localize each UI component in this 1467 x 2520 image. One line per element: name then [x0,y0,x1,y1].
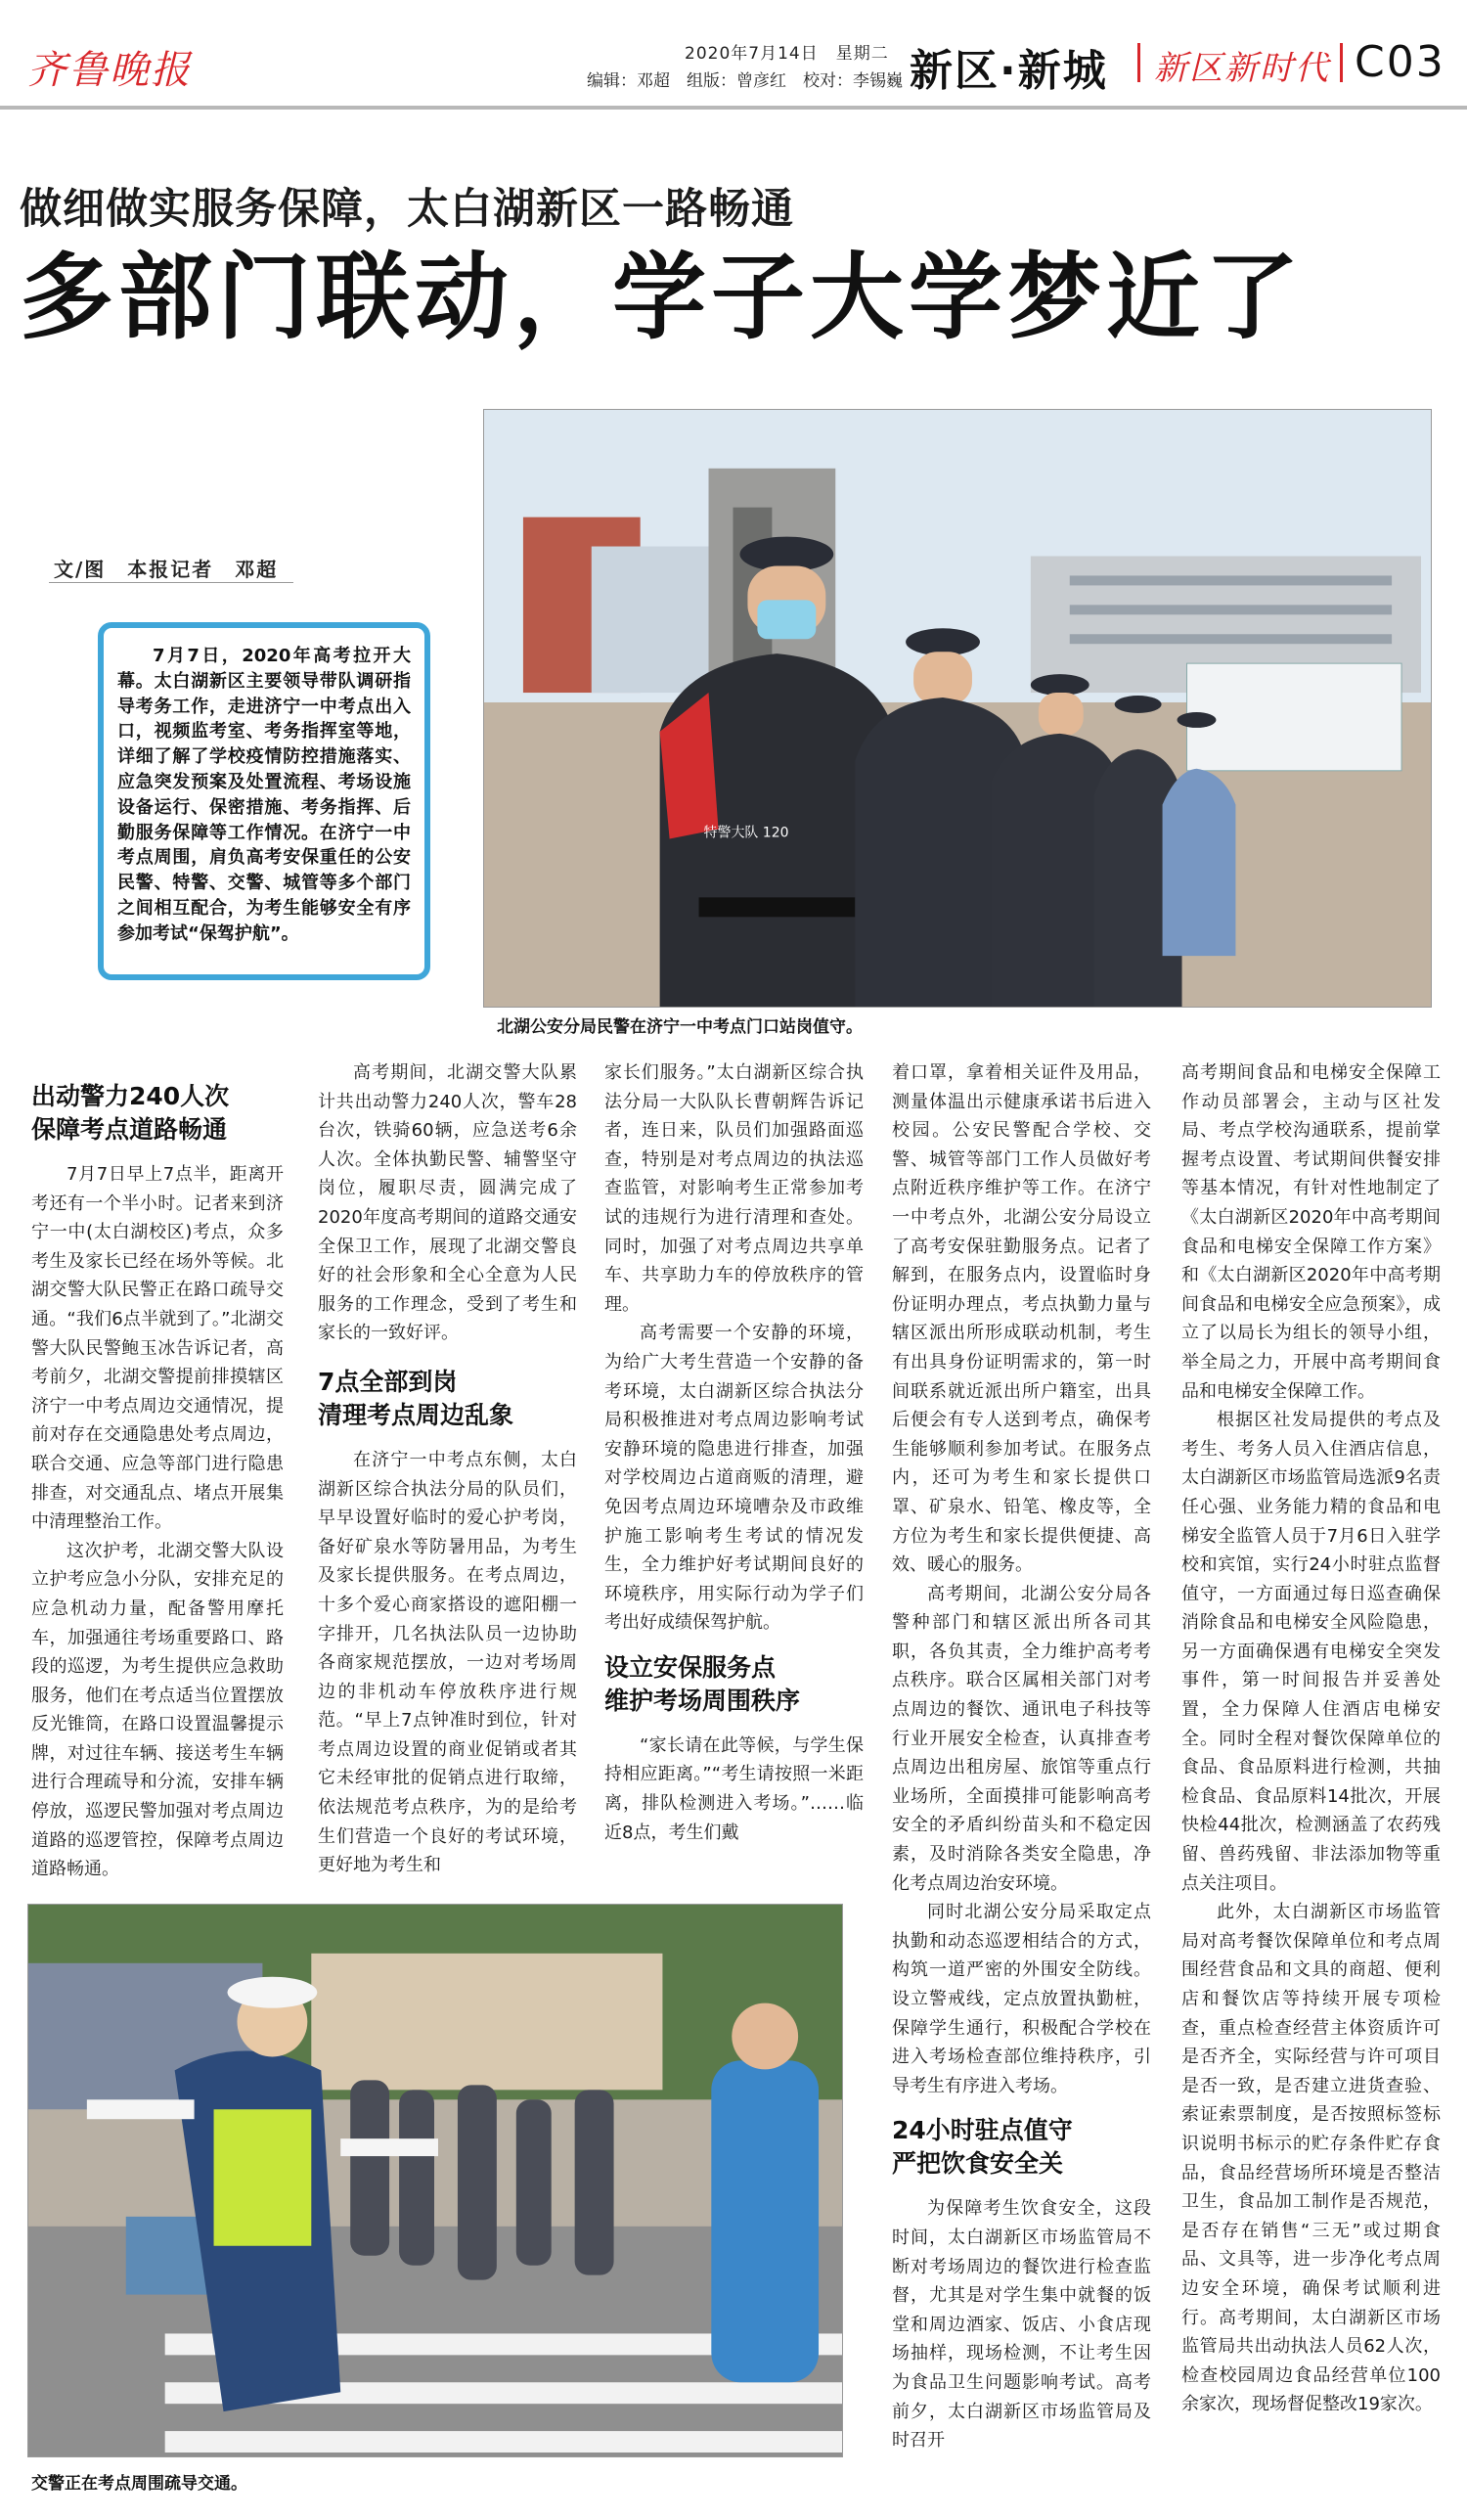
col2-heading: 7点全部到岗 清理考点周边乱象 [318,1367,514,1429]
intro-text: 7月7日，2020年高考拉开大幕。太白湖新区主要领导带队调研指导考务工作，走进济宁一中考点出入口，视频监考室、考务指挥室等地，详细了解了学校疫情防控措施落实、应急突发预案及处置流程、考场设施设备运行、保密措施、考务指挥、后勤服务保障等工作情况。在济宁一中考点周围，肩负高考安保重任的公安民警、特警、交警、城管等多个部门之间相互配合，为考生能够安全有序参加考试“保驾护航”。 [117,646,411,944]
armband-label: 特警大队 120 [703,825,789,841]
col5-para-1: 高考期间食品和电梯安全保障工作动员部署会，主动与区社发局、考点学校沟通联系，提前掌握考点设置、考试期间供餐安排等基本情况，有针对性地制定了《太白湖新区2020年中高考期间食品和电梯安全保障工作方案》和《太白湖新区2020年中高考期间食品和电梯安全应急预案》，成立了以局长为组长的领导小组，举全局之力，开展中高考期间食品和电梯安全保障工作。 [1181,1062,1441,1402]
editor-credits: 编辑：邓超 组版：曾彦红 校对：李锡巍 [587,71,903,91]
col3-para-1: “家长请在此等候，与学生保持相应距离。”“考生请按照一米距离，排队检测进入考场。”……临近8点，考生们戴 [604,1734,864,1843]
article-subheadline: 做细做实服务保障，太白湖新区一路畅通 [20,185,794,234]
page-divider [1340,43,1343,82]
col1-heading: 出动警力240人次 保障考点道路畅通 [31,1082,230,1144]
col4-para-top-3: 同时北湖公安分局采取定点执勤和动态巡逻相结合的方式，构筑一道严密的外围安全防线。设立警戒线，定点放置执勤桩，保障学生通行，积极配合学校在进入考场检查部位维持秩序，引导考生有序进入考场。 [892,1902,1151,2096]
section-divider [1137,43,1140,82]
col2-para-top: 高考期间，北湖交警大队累计共出动警力240人次，警车28台次，铁骑60辆，应急送考6余人次。全体执勤民警、辅警坚守岗位，履职尽责，圆满完成了2020年度高考期间的道路交通安全保卫工作，展现了北湖交警良好的社会形象和全心全意为人民服务的工作理念，受到了考生和家长的一致好评。 [318,1062,577,1344]
intro-box [98,622,430,980]
col4-heading: 24小时驻点值守 严把饮食安全关 [892,2116,1073,2179]
col1-para-1: 7月7日早上7点半，距离开考还有一个半小时。记者来到济宁一中(太白湖校区)考点，众多考生及家长已经在场外等候。北湖交警大队民警正在路口疏导交通。“我们6点半就到了。”北湖交警大队民警鲍玉冰告诉记者，高考前夕，北湖交警提前排摸辖区济宁一中考点周边交通情况，提前对存在交通隐患处考点周边，联合交通、应急等部门进行隐患排查，对交通乱点、堵点开展集中清理整治工作。 [31,1164,284,1533]
column-3 [604,1058,864,1847]
col5-para-2: 根据区社发局提供的考点及考生、考务人员入住酒店信息，太白湖新区市场监管局选派9名责任心强、业务能力精的食品和电梯安全监管人员于7月6日入驻学校和宾馆，实行24小时驻点监督值守，一方面通过每日巡查确保消除食品和电梯安全风险隐患，另一方面确保遇有电梯安全突发事件，第一时间报告并妥善处置，全力保障人住酒店电梯安全。同时全程对餐饮保障单位的食品、食品原料进行检测，共抽检食品、食品原料14批次，开展快检44批次，检测涵盖了农药残留、兽药残留、非法添加物等重点关注项目。 [1181,1410,1441,1894]
column-4 [892,1058,1151,2455]
photo2-caption: 交警正在考点周围疏导交通。 [31,2474,247,2494]
newspaper-logo: 齐鲁晚报 [27,48,192,93]
col4-para-1: 为保障考生饮食安全，这段时间，太白湖新区市场监管局不断对考场周边的餐饮进行检查监督，尤其是对学生集中就餐的饭堂和周边酒家、饭店、小食店现场抽样，现场检测，不让考生因为食品卫生问题影响考试。高考前夕，太白湖新区市场监管局及时召开 [892,2198,1151,2452]
article-headline: 多部门联动，学子大学梦近了 [20,243,1304,352]
column-5 [1181,1058,1441,2419]
col2-para-1: 在济宁一中考点东侧，太白湖新区综合执法分局的队员们，早早设置好临时的爱心护考岗，备好矿泉水等防暑用品，为考生及家长提供服务。在考点周边，十多个爱心商家搭设的遮阳棚一字排开，几名执法队员一边协助各商家规范摆放，一边对考场周边的非机动车停放秩序进行规范。“早上7点钟准时到位，针对考点周边设置的商业促销或者其它未经审批的促销点进行取缔，依法规范考点秩序，为的是给考生们营造一个良好的考试环境，更好地为考生和 [318,1449,577,1876]
column-2 [318,1058,577,1880]
page-number: C03 [1355,37,1445,87]
traffic-scene-illustration [28,1905,842,2456]
photo1-caption: 北湖公安分局民警在济宁一中考点门口站岗值守。 [497,1017,863,1037]
col5-para-3: 此外，太白湖新区市场监管局对高考餐饮保障单位和考点周围经营食品和文具的商超、便利店和餐饮店等持续开展专项检查，重点检查经营主体资质许可是否齐全，实际经营与许可项目是否一致，是否建立进货查验、索证索票制度，是否按照标签标识说明书标示的贮存条件贮存食品，食品经营场所环境是否整洁卫生，食品加工制作是否规范，是否存在销售“三无”或过期食品、文具等，进一步净化考点周边安全环境，确保考试顺利进行。高考期间，太白湖新区市场监管局共出动执法人员62人次，检查校园周边食品经营单位100余家次，现场督促整改19家次。 [1181,1902,1441,2415]
masthead-rule [0,106,1467,110]
photo-traffic-police [27,1904,843,2457]
section-title: 新区·新城 [910,46,1108,96]
byline-rule [49,582,293,583]
col4-para-top-2: 高考期间，北湖公安分局各警种部门和辖区派出所各司其职，各负其责，全力维护高考考点秩序。联合区属相关部门对考点周边的餐饮、通讯电子科技等行业开展安全检查，认真排查考点周边出租房屋、旅馆等重点行业场所，全面摸排可能影响高考安全的矛盾纠纷苗头和不稳定因素，及时消除各类安全隐患，净化考点周边治安环境。 [892,1583,1151,1894]
column-1 [31,1074,284,1884]
col1-para-2: 这次护考，北湖交警大队设立护考应急小分队，安排充足的应急机动力量，配备警用摩托车，加强通往考场重要路口、路段的巡逻，为考生提供应急救助服务，他们在考点适当位置摆放反光锥筒，在路口设置温馨提示牌，对过往车辆、接送考生车辆进行合理疏导和分流，安排车辆停放，巡逻民警加强对考点周边道路的巡逻管控，保障考点周边道路畅通。 [31,1540,284,1880]
col3-heading: 设立安保服务点 维护考场周围秩序 [604,1652,801,1715]
byline: 文/图 本报记者 邓超 [54,558,279,581]
issue-date: 2020年7月14日 星期二 [685,44,889,64]
photo-police-guard [483,409,1432,1008]
col3-para-top-1: 家长们服务。”太白湖新区综合执法分局一大队队长曹朝辉告诉记者，连日来，队员们加强路面巡查，特别是对考点周边的执法巡查监管，对影响考生正常参加考试的违规行为进行清理和查处。同时，加强了对考点周边共享单车、共享助力车的停放秩序的管理。 [604,1062,864,1315]
col3-para-top-2: 高考需要一个安静的环境，为给广大考生营造一个安静的备考环境，太白湖新区综合执法分局积极推进对考点周边影响考试安静环境的隐患进行排查，加强对学校周边占道商贩的清理，避免因考点周边环境嘈杂及市政维护施工影响考生考试的情况发生，全力维护好考试期间良好的环境秩序，用实际行动为学子们考出好成绩保驾护航。 [604,1323,864,1634]
col4-para-top-1: 着口罩，拿着相关证件及用品，测量体温出示健康承诺书后进入校园。公安民警配合学校、交警、城管等部门工作人员做好考点附近秩序维护等工作。在济宁一中考点外，北湖公安分局设立了高考安保驻勤服务点。记者了解到，在服务点内，设置临时身份证明办理点，考点执勤力量与辖区派出所形成联动机制，考生有出具身份证明需求的，第一时间联系就近派出所户籍室，出具后便会有专人送到考点，确保考生能够顺利参加考试。在服务点内，还可为考生和家长提供口罩、矿泉水、铅笔、橡皮等，全方位为考生和家长提供便捷、高效、暖心的服务。 [892,1062,1151,1576]
section-brand: 新区新时代 [1154,49,1330,88]
police-scene-illustration [484,410,1431,1007]
